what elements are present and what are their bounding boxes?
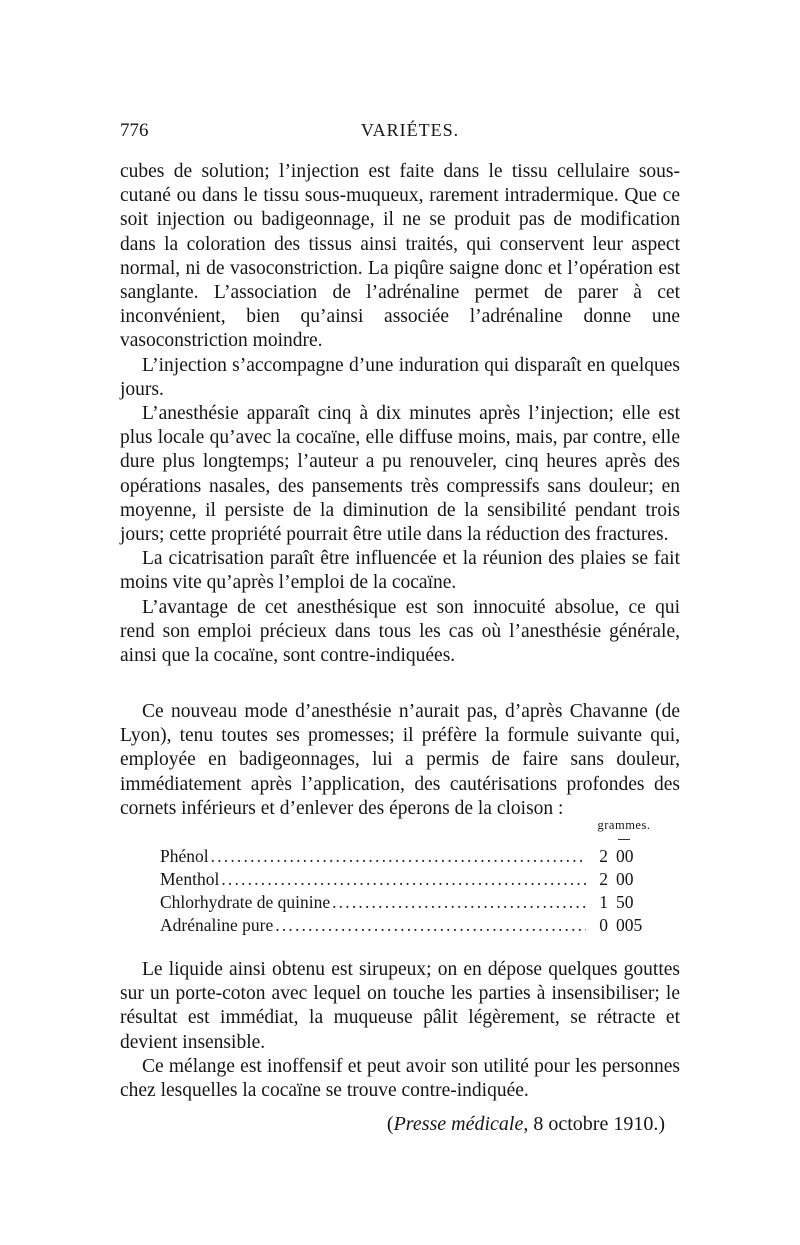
paragraph: Ce mélange est inoffensif et peut avoir son utilité pour les personnes chez lesquelles la cocaïne se trouve contre-indiquée.	[120, 1055, 680, 1102]
paragraph: La cicatrisation paraît être influencée et la réunion des plaies se fait moins vite qu’après l’emploi de la cocaïne.	[120, 548, 680, 594]
paragraph: L’injection s’accompagne d’une induration qui disparaît en quelques jours.	[120, 354, 680, 400]
dot-leader	[332, 892, 586, 913]
paragraph: Ce nouveau mode d’anesthésie n’aurait pas, d’après Chavanne (de Lyon), tenu toutes ses promesses; il préfère la formule suivante qui, employée en badigeonnages, lui a permis de faire sans douleur, immédiatement après l’application, des cautérisations profondes des cornets inférieurs et d’enlever des éperons de la cloison :	[120, 701, 680, 819]
paragraph: cubes de solution; l’injection est faite dans le tissu cellulaire sous-cutané ou dans le tissu sous-muqueux, rarement intradermique. Que ce soit injection ou badigeonnage, il ne se produit pas de modification dans la coloration des tissus ainsi traités, qui conservent leur aspect normal, ni de vasoconstriction. La piqûre saigne donc et l’opération est sanglante. L’association de l’adrénaline permet de parer à cet inconvénient, bien qu’ainsi associée l’adrénaline donne une vasoconstriction moindre.	[120, 161, 680, 352]
text-block-top	[120, 160, 680, 668]
dot-leader	[211, 846, 586, 867]
quantity-integer: 1	[599, 892, 608, 912]
dot-leader	[221, 869, 586, 890]
recipe-row	[160, 892, 656, 915]
citation-open-paren: (	[386, 1113, 394, 1135]
ingredient-name: Phénol	[160, 846, 209, 866]
page-number: 776	[120, 120, 149, 141]
paragraph: L’anesthésie apparaît cinq à dix minutes après l’injection; elle est plus locale qu’avec la cocaïne, elle diffuse moins, mais, par contre, elle dure plus longtemps; l’auteur a pu renouveler, cinq heures après des opérations nasales, des pansements très compressifs sans douleur; en moyenne, il persiste de la diminution de la sensibilité pendant trois jours; cette propriété pourrait être utile dans la réduction des fractures.	[120, 403, 680, 546]
quantity-decimal: 005	[616, 915, 643, 935]
ingredient-name: Chlorhydrate de quinine	[160, 892, 331, 912]
citation-date: , 8 octobre 1910.)	[523, 1113, 665, 1135]
quantity-decimal: 00	[616, 846, 634, 866]
unit-label: grammes.	[597, 818, 651, 832]
recipe-row	[160, 915, 656, 938]
quantity-integer: 2	[599, 846, 608, 866]
recipe-row	[160, 846, 656, 869]
recipe-rows	[160, 846, 656, 938]
quantity-decimal: 00	[616, 869, 634, 889]
quantity-decimal: 50	[616, 892, 634, 912]
recipe-row	[160, 869, 656, 892]
text-block-bottom	[120, 958, 680, 1103]
running-title: VARIÉTES.	[360, 120, 460, 140]
unit-header	[592, 818, 656, 840]
quantity-integer: 0	[599, 915, 608, 935]
citation-journal: Presse médicale	[393, 1113, 524, 1135]
ingredient-name: Adrénaline pure	[160, 915, 274, 935]
paragraph: Le liquide ainsi obtenu est sirupeux; on en dépose quelques gouttes sur un porte-coton avec lequel on touche les parties à insensibiliser; le résultat est immédiat, la muqueuse pâlit légèrement, se rétracte et devient insensible.	[120, 959, 680, 1053]
ingredient-name: Menthol	[160, 869, 220, 889]
ingredient-quantity	[586, 869, 656, 890]
ingredient-quantity	[586, 915, 656, 936]
paragraph: L’avantage de cet anesthésique est son innocuité absolue, ce qui rend son emploi précieux dans tous les cas où l’anesthésie générale, ainsi que la cocaïne, sont contre-indiquées.	[120, 596, 680, 667]
text-block-middle	[120, 700, 680, 821]
citation	[120, 1113, 665, 1136]
dot-leader	[275, 915, 586, 936]
ingredient-quantity	[586, 892, 656, 913]
quantity-integer: 2	[599, 869, 608, 889]
ingredient-quantity	[586, 846, 656, 867]
unit-rule	[618, 839, 630, 840]
running-head	[120, 120, 680, 148]
